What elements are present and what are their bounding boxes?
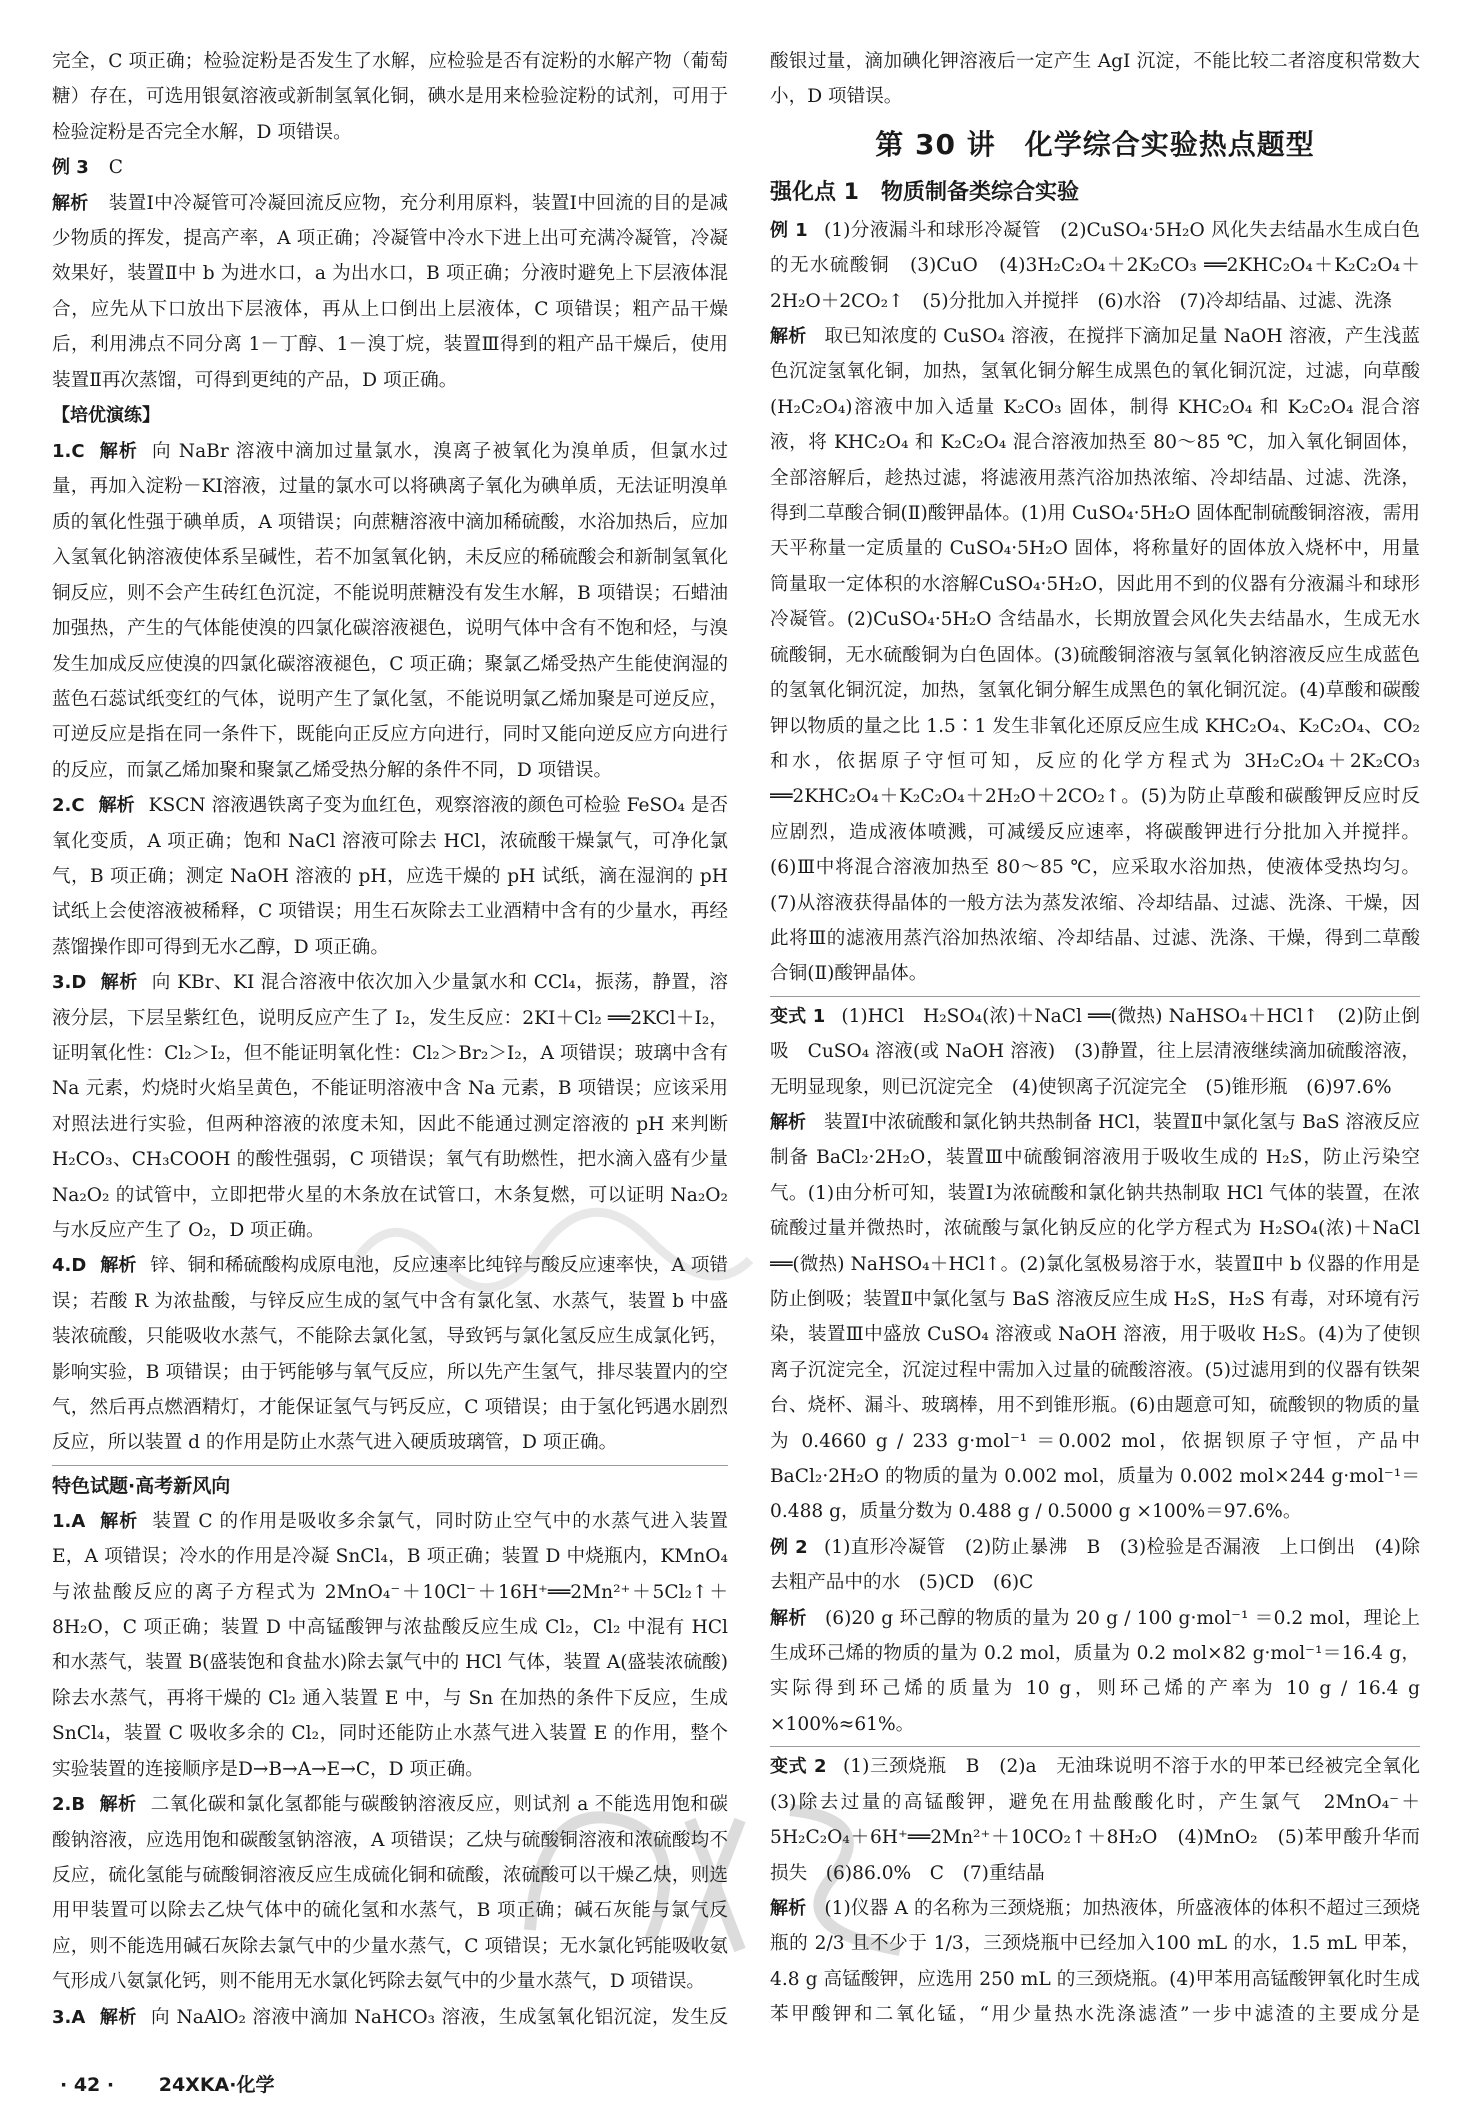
- analysis-label: 解析: [98, 441, 139, 463]
- analysis-text: 装置Ⅰ中冷凝管可冷凝回流反应物，充分利用原料，装置Ⅰ中回流的目的是减少物质的挥发，提高产率，A 项正确；冷凝管中冷水下进上出可充满冷凝管，冷凝效果好，装置Ⅱ中 b 为进水口，a 为出水口，B 项正确；分液时避免上下层液体混合，应先从下口放出下层液体，再从上口倒出上层液体，C 项错误；粗产品干燥后，利用沸点不同分离 1－丁醇、1－溴丁烷，装置Ⅲ得到的粗产品干燥后，使用装置Ⅱ再次蒸馏，可得到更纯的产品，D 项正确。: [52, 192, 728, 391]
- example-1-label: 例 1: [770, 219, 808, 241]
- item-number: 4.D: [52, 1255, 87, 1277]
- variant-1-analysis: [770, 1105, 1420, 1530]
- example-1-answer: (1)分液漏斗和球形冷凝管 (2)CuSO₄·5H₂O 风化失去结晶水生成白色的无水硫酸铜 (3)CuO (4)3H₂C₂O₄＋2K₂CO₃ ══2KHC₂O₄＋K₂C₂O₄＋2H₂O＋2CO₂↑ (5)分批加入并搅拌 (6)水浴 (7)冷却结晶、过滤、洗涤: [770, 219, 1420, 312]
- item-number: 2.B: [52, 1794, 86, 1816]
- analysis-label: 解析: [99, 1510, 139, 1532]
- lesson-title: 第 30 讲 化学综合实验热点题型: [875, 127, 1315, 161]
- left-column: [52, 44, 728, 2032]
- analysis-label: 解析: [770, 1111, 807, 1133]
- page-number: · 42 ·: [60, 2074, 115, 2096]
- variant-2: [770, 1749, 1420, 1891]
- analysis-text: 取已知浓度的 CuSO₄ 溶液，在搅拌下滴加足量 NaOH 溶液，产生浅蓝色沉淀氢氧化铜，加热，氢氧化铜分解生成黑色的氧化铜沉淀，过滤，向草酸(H₂C₂O₄)溶液中加入适量 K₂CO₃ 固体，制得 KHC₂O₄ 和 K₂C₂O₄ 混合溶液，将 KHC₂O₄ 和 K₂C₂O₄ 混合溶液加热至 80～85 ℃，加入氧化铜固体，全部溶解后，趁热过滤，将滤液用蒸汽浴加热浓缩、冷却结晶、过滤、洗涤，得到二草酸合铜(Ⅱ)酸钾晶体。(1)用 CuSO₄·5H₂O 固体配制硫酸铜溶液，需用天平称量一定质量的 CuSO₄·5H₂O 固体，将称量好的固体放入烧杯中，用量筒量取一定体积的水溶解CuSO₄·5H₂O，因此用不到的仪器有分液漏斗和球形冷凝管。(2)CuSO₄·5H₂O 含结晶水，长期放置会风化失去结晶水，生成无水硫酸铜，无水硫酸铜为白色固体。(3)硫酸铜溶液与氢氧化钠溶液反应生成蓝色的氢氧化铜沉淀，加热，氢氧化铜分解生成黑色的氧化铜沉淀。(4)草酸和碳酸钾以物质的量之比 1.5∶1 发生非氧化还原反应生成 KHC₂O₄、K₂C₂O₄、CO₂ 和水，依据原子守恒可知，反应的化学方程式为 3H₂C₂O₄＋2K₂CO₃ ══2KHC₂O₄＋K₂C₂O₄＋2H₂O＋2CO₂↑。(5)为防止草酸和碳酸钾反应时反应剧烈，造成液体喷溅，可减缓反应速率，将碳酸钾进行分批加入并搅拌。(6)Ⅲ中将混合溶液加热至 80～85 ℃，应采取水浴加热，使液体受热均匀。(7)从溶液获得晶体的一般方法为蒸发浓缩、冷却结晶、过滤、洗涤、干燥，因此将Ⅲ的滤液用蒸汽浴加热浓缩、冷却结晶、过滤、洗涤、干燥，得到二草酸合铜(Ⅱ)酸钾晶体。: [770, 326, 1420, 985]
- item-number: 1.C: [52, 441, 85, 463]
- right-paragraph-0: 酸银过量，滴加碘化钾溶液后一定产生 AgI 沉淀，不能比较二者溶度积常数大小，D 项错误。: [770, 51, 1420, 108]
- variant-2-label: 变式 2: [770, 1756, 827, 1778]
- answer-item: [52, 2000, 728, 2032]
- analysis-label: 解析: [52, 192, 89, 214]
- example-2-analysis: [770, 1601, 1420, 1743]
- analysis-text: (1)仪器 A 的名称为三颈烧瓶；加热液体，所盛液体的体积不超过三颈烧瓶的 2/3 且不少于 1/3，三颈烧瓶中已经加入100 mL 的水，1.5 mL 甲苯，4.8 g 高锰酸钾，应选用 250 mL 的三颈烧瓶。(4)甲苯用高锰酸钾氧化时生成苯甲酸钾和二氧化锰，“用少量热水洗涤滤渣”一步中滤渣的主要成分是: [770, 1897, 1420, 2026]
- analysis-label: 解析: [100, 1255, 137, 1277]
- watermark-graphic: [330, 1180, 770, 1300]
- analysis-text: 二氧化碳和氯化氢都能与碳酸钠溶液反应，则试剂 a 不能选用饱和碳酸钠溶液，应选用饱和碳酸氢钠溶液，A 项错误；乙炔与硫酸铜溶液和浓硫酸均不反应，硫化氢能与硫酸铜溶液反应生成硫化铜和硫酸，浓硫酸可以干燥乙炔，则选用甲装置可以除去乙炔气体中的硫化氢和水蒸气，B 项正确；碱石灰能与氯气反应，则不能选用碱石灰除去氯气中的少量水蒸气，C 项错误；无水氯化钙能吸收氨气形成八氨氯化钙，则不能用无水氯化钙除去氨气中的少量水蒸气，D 项错误。: [52, 1794, 728, 1993]
- analysis-label: 解析: [98, 795, 135, 817]
- example-2: [770, 1530, 1420, 1601]
- page-footer: [60, 2070, 312, 2097]
- item-number: 1.A: [52, 1510, 86, 1532]
- answer-item: [52, 788, 728, 965]
- book-code: 24XKA·化学: [158, 2074, 275, 2096]
- right-column: [770, 44, 1420, 2032]
- analysis-label: 解析: [99, 1794, 137, 1816]
- left-paragraph-1: 完全，C 项正确；检验淀粉是否发生了水解，应检验是否有淀粉的水解产物（葡萄糖）存在，可选用银氨溶液或新制氢氧化铜，碘水是用来检验淀粉的试剂，可用于检验淀粉是否完全水解，D 项错误。: [52, 51, 728, 143]
- answer-item: [52, 1504, 728, 1787]
- analysis-text: 向 NaAlO₂ 溶液中滴加 NaHCO₃ 溶液，生成氢氧化铝沉淀，发生反: [150, 2006, 728, 2028]
- analysis-text: 向 NaBr 溶液中滴加过量氯水，溴离子被氧化为溴单质，但氯水过量，再加入淀粉－KI溶液，过量的氯水可以将碘离子氧化为碘单质，无法证明溴单质的氧化性强于碘单质，A 项错误；向蔗糖溶液中滴加稀硫酸，水浴加热后，应加入氢氧化钠溶液使体系呈碱性，若不加氢氧化钠，未反应的稀硫酸会和新制氢氧化铜反应，则不会产生砖红色沉淀，不能说明蔗糖没有发生水解，B 项错误；石蜡油加强热，产生的气体能使溴的四氯化碳溶液褪色，说明气体中含有不饱和烃，与溴发生加成反应使溴的四氯化碳溶液褪色，C 项正确；聚氯乙烯受热产生能使润湿的蓝色石蕊试纸变红的气体，说明产生了氯化氢，不能说明氯乙烯加聚是可逆反应，可逆反应是指在同一条件下，既能向正反应方向进行，同时又能向逆反应方向进行的反应，而氯乙烯加聚和聚氯乙烯受热分解的条件不同，D 项错误。: [52, 441, 728, 781]
- answer-item: [52, 1787, 728, 1999]
- analysis-text: 装置 C 的作用是吸收多余氯气，同时防止空气中的水蒸气进入装置 E，A 项错误；冷水的作用是冷凝 SnCl₄，B 项正确；装置 D 中烧瓶内，KMnO₄ 与浓盐酸反应的离子方程式为 2MnO₄⁻＋10Cl⁻＋16H⁺══2Mn²⁺＋5Cl₂↑＋8H₂O，C 项正确；装置 D 中高锰酸钾与浓盐酸反应生成 Cl₂，Cl₂ 中混有 HCl 和水蒸气，装置 B(盛装饱和食盐水)除去氯气中的 HCl 气体，装置 A(盛装浓硫酸)除去水蒸气，再将干燥的 Cl₂ 通入装置 E 中，与 Sn 在加热的条件下反应，生成 SnCl₄，装置 C 吸收多余的 Cl₂，同时还能防止水蒸气进入装置 E 的作用，整个实验装置的连接顺序是D→B→A→E→C，D 项正确。: [52, 1510, 728, 1780]
- example-1: [770, 213, 1420, 319]
- special-heading: 特色试题·高考新风向: [52, 1474, 231, 1497]
- analysis-label: 解析: [770, 1607, 807, 1629]
- practice-list: [52, 434, 728, 1461]
- variant-1-answer: (1)HCl H₂SO₄(浓)＋NaCl ══(微热) NaHSO₄＋HCl↑ (2)防止倒吸 CuSO₄ 溶液(或 NaOH 溶液) (3)静置，往上层清液继续滴加硫酸溶液，无明显现象，则已沉淀完全 (4)使钡离子沉淀完全 (5)锥形瓶 (6)97.6%: [770, 1005, 1420, 1098]
- analysis-label: 解析: [99, 2006, 137, 2028]
- practice-heading: 【培优演练】: [52, 405, 160, 427]
- item-number: 2.C: [52, 795, 85, 817]
- special-list: [52, 1504, 728, 2032]
- analysis-text: (6)20 g 环己醇的物质的量为 20 g / 100 g·mol⁻¹ ＝0.2 mol，理论上生成环己烯的物质的量为 0.2 mol，质量为 0.2 mol×82 g·mol⁻¹＝16.4 g，实际得到环己烯的质量为 10 g，则环己烯的产率为 10 g / 16.4 g ×100%≈61%。: [770, 1607, 1420, 1735]
- analysis-label: 解析: [770, 1897, 807, 1919]
- analysis-label: 解析: [100, 972, 138, 994]
- analysis-text: 向 KBr、KI 混合溶液中依次加入少量氯水和 CCl₄，振荡，静置，溶液分层，下层呈紫红色，说明反应产生了 I₂，发生反应：2KI＋Cl₂ ══2KCl＋I₂，证明氧化性：Cl₂＞I₂，但不能证明氧化性：Cl₂＞Br₂＞I₂，A 项错误；玻璃中含有 Na 元素，灼烧时火焰呈黄色，不能证明溶液中含 Na 元素，B 项错误；应该采用对照法进行实验，但两种溶液的浓度未知，因此不能通过测定溶液的 pH 来判断 H₂CO₃、CH₃COOH 的酸性强弱，C 项错误；氧气有助燃性，把水滴入盛有少量 Na₂O₂ 的试管中，立即把带火星的木条放在试管口，木条复燃，可以证明 Na₂O₂ 与水反应产生了 O₂，D 项正确。: [52, 972, 728, 1241]
- divider: [52, 1465, 728, 1466]
- analysis-text: 装置Ⅰ中浓硫酸和氯化钠共热制备 HCl，装置Ⅱ中氯化氢与 BaS 溶液反应制备 BaCl₂·2H₂O，装置Ⅲ中硫酸铜溶液用于吸收生成的 H₂S，防止污染空气。(1)由分析可知，装置Ⅰ为浓硫酸和氯化钠共热制取 HCl 气体的装置，在浓硫酸过量并微热时，浓硫酸与氯化钠反应的化学方程式为 H₂SO₄(浓)＋NaCl ══(微热) NaHSO₄＋HCl↑。(2)氯化氢极易溶于水，装置Ⅱ中 b 仪器的作用是防止倒吸；装置Ⅱ中氯化氢与 BaS 溶液反应生成 H₂S，H₂S 有毒，对环境有污染，装置Ⅲ中盛放 CuSO₄ 溶液或 NaOH 溶液，用于吸收 H₂S。(4)为了使钡离子沉淀完全，沉淀过程中需加入过量的硫酸溶液。(5)过滤用到的仪器有铁架台、烧杯、漏斗、玻璃棒，用不到锥形瓶。(6)由题意可知，硫酸钡的物质的量为 0.4660 g / 233 g·mol⁻¹ ＝0.002 mol，依据钡原子守恒，产品中 BaCl₂·2H₂O 的物质的量为 0.002 mol，质量为 0.002 mol×244 g·mol⁻¹＝0.488 g，质量分数为 0.488 g / 0.5000 g ×100%＝97.6%。: [770, 1111, 1420, 1523]
- variant-1-label: 变式 1: [770, 1005, 826, 1027]
- variant-1: [770, 999, 1420, 1105]
- variant-2-analysis: [770, 1891, 1420, 2032]
- example-3: [52, 150, 728, 185]
- example-2-answer: (1)直形冷凝管 (2)防止暴沸 B (3)检验是否漏液 上口倒出 (4)除去粗产品中的水 (5)CD (6)C: [770, 1536, 1420, 1594]
- point-heading: 强化点 1 物质制备类综合实验: [770, 179, 1079, 205]
- example-3-analysis: [52, 186, 728, 398]
- item-number: 3.A: [52, 2006, 86, 2028]
- example-3-label: 例 3: [52, 157, 89, 179]
- divider: [770, 1746, 1420, 1747]
- example-3-answer: C: [108, 157, 123, 179]
- analysis-text: KSCN 溶液遇铁离子变为血红色，观察溶液的颜色可检验 FeSO₄ 是否氧化变质，A 项正确；饱和 NaCl 溶液可除去 HCl，浓硫酸干燥氯气，可净化氯气，B 项正确；测定 NaOH 溶液的 pH，应选干燥的 pH 试纸，滴在湿润的 pH 试纸上会使溶液被稀释，C 项错误；用生石灰除去工业酒精中含有的少量水，再经蒸馏操作即可得到无水乙醇，D 项正确。: [52, 795, 728, 958]
- answer-item: [52, 434, 728, 788]
- item-number: 3.D: [52, 972, 87, 994]
- divider: [770, 996, 1420, 997]
- analysis-label: 解析: [770, 326, 807, 348]
- example-2-label: 例 2: [770, 1536, 808, 1558]
- variant-2-answer: (1)三颈烧瓶 B (2)a 无油珠说明不溶于水的甲苯已经被完全氧化 (3)除去过量的高锰酸钾，避免在用盐酸酸化时，产生氯气 2MnO₄⁻＋5H₂C₂O₄＋6H⁺══2Mn²⁺＋10CO₂↑＋8H₂O (4)MnO₂ (5)苯甲酸升华而损失 (6)86.0% C (7)重结晶: [770, 1756, 1420, 1884]
- example-1-analysis: [770, 319, 1420, 992]
- analysis-text: 锌、铜和稀硫酸构成原电池，反应速率比纯锌与酸反应速率快，A 项错误；若酸 R 为浓盐酸，与锌反应生成的氢气中含有氯化氢、水蒸气，装置 b 中盛装浓硫酸，只能吸收水蒸气，不能除去氯化氢，导致钙与氯化氢反应生成氯化钙，影响实验，B 项错误；由于钙能够与氧气反应，所以先产生氢气，排尽装置内的空气，然后再点燃酒精灯，才能保证氢气与钙反应，C 项错误；由于氢化钙遇水剧烈反应，所以装置 d 的作用是防止水蒸气进入硬质玻璃管，D 项正确。: [52, 1255, 728, 1454]
